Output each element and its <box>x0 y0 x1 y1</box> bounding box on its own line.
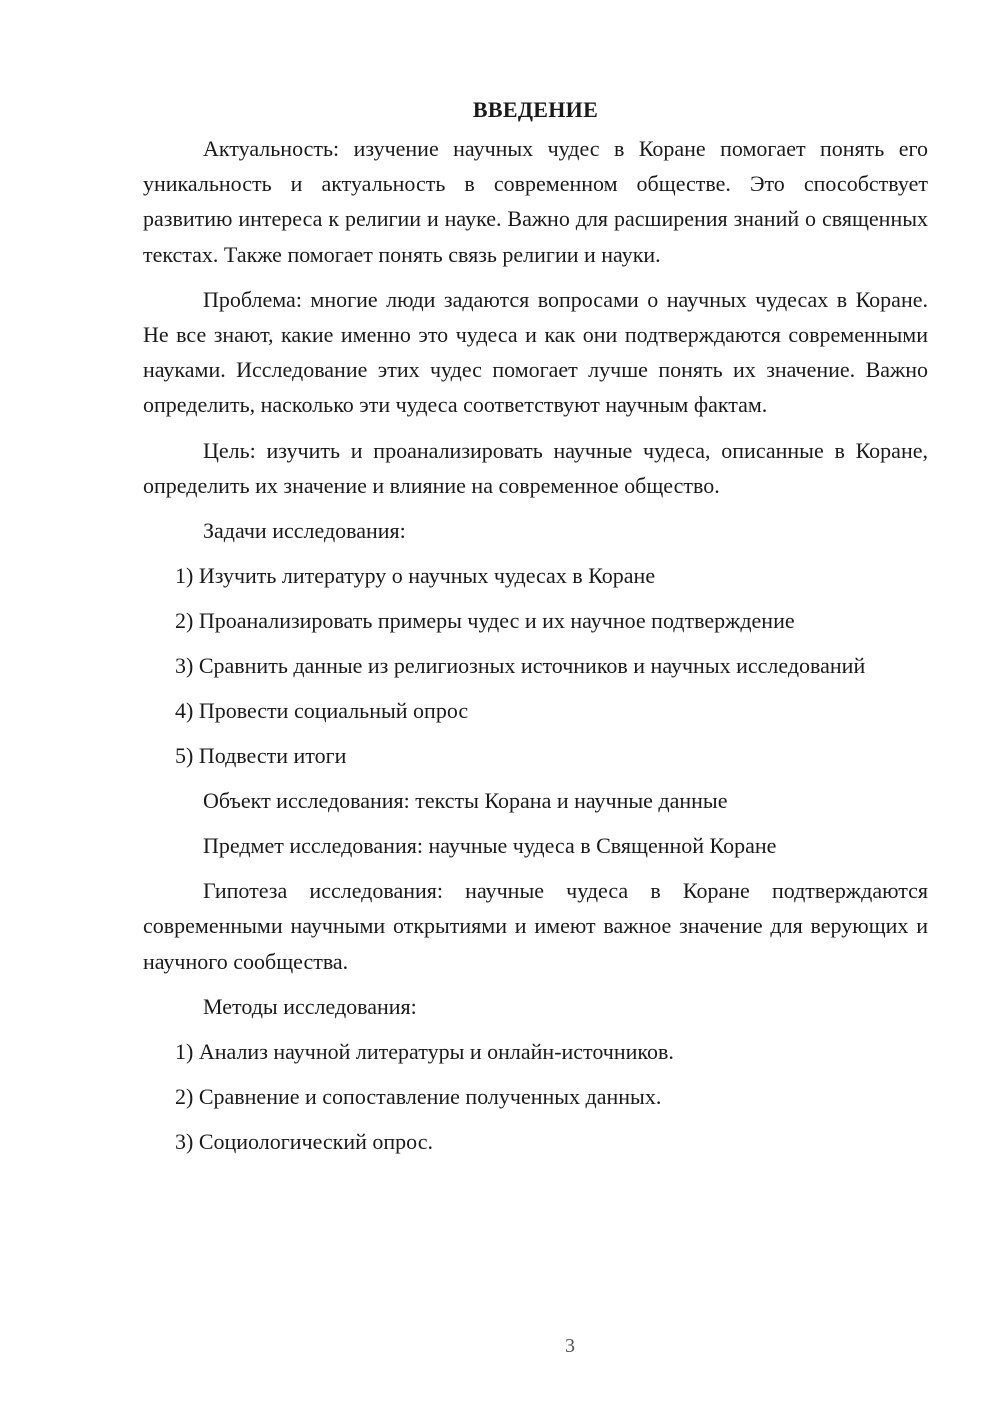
task-item: 3) Сравнить данные из религиозных источников и научных исследований <box>175 653 866 679</box>
subject-paragraph: Предмет исследования: научные чудеса в Священной Коране <box>203 833 777 859</box>
document-page <box>143 92 928 1169</box>
problem-paragraph: Проблема: многие люди задаются вопросами о научных чудесах в Коране. Не все знают, какие именно это чудеса и как они подтверждаются современными науками. Исследование этих чудес помогает лучше понять их значение. Важно определить, насколько эти чудеса соответствуют научным фактам. <box>143 286 928 418</box>
task-item: 5) Подвести итоги <box>175 743 347 769</box>
method-item: 1) Анализ научной литературы и онлайн-источников. <box>175 1038 674 1064</box>
method-item: 3) Социологический опрос. <box>175 1128 433 1154</box>
task-item: 2) Проанализировать примеры чудес и их научное подтверждение <box>175 608 795 634</box>
task-item: 4) Провести социальный опрос <box>175 698 469 724</box>
method-item: 2) Сравнение и сопоставление полученных данных. <box>175 1083 662 1109</box>
page-title: ВВЕДЕНИЕ <box>472 97 599 122</box>
page-number: 3 <box>565 1335 575 1357</box>
methods-heading: Методы исследования: <box>203 993 417 1019</box>
relevance-paragraph: Актуальность: изучение научных чудес в Коране помогает понять его уникальность и актуальность в современном обществе. Это способствует развитию интереса к религии и науке. Важно для расширения знаний о священных текстах. Также помогает понять связь религии и науки. <box>143 136 928 267</box>
tasks-heading: Задачи исследования: <box>203 518 406 544</box>
goal-paragraph: Цель: изучить и проанализировать научные чудеса, описанные в Коране, определить их значение и влияние на современное общество. <box>143 437 928 498</box>
hypothesis-paragraph: Гипотеза исследования: научные чудеса в Коране подтверждаются современными научными открытиями и имеют важное значение для верующих и научного сообщества. <box>143 878 928 974</box>
object-paragraph: Объект исследования: тексты Корана и научные данные <box>203 788 728 814</box>
task-item: 1) Изучить литературу о научных чудесах в Коране <box>175 563 656 589</box>
